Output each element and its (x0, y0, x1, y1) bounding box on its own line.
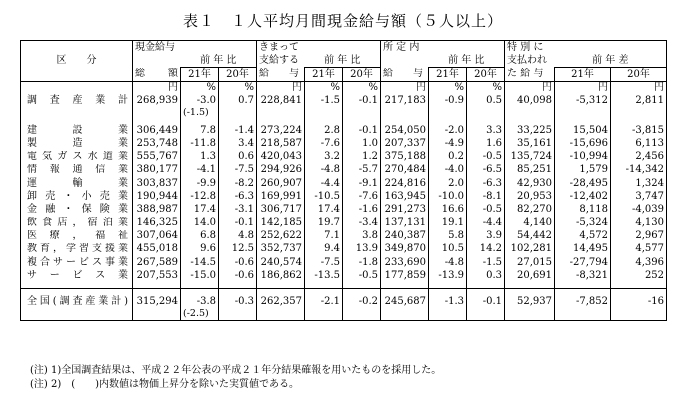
cell-value: 190,944 (136, 190, 178, 202)
cell-value: 3.9 (467, 230, 505, 243)
cell-value: 1.6 (467, 137, 505, 150)
cell-value: 2,967 (611, 230, 667, 243)
cell-value: 20,691 (505, 269, 555, 282)
cell-value: 52,937 (505, 295, 555, 308)
cell-value: 252 (611, 269, 667, 282)
cell-value: -6.5 (467, 164, 505, 177)
g3-ratio-header: 前 年 比 (429, 54, 505, 68)
cell-value: 268,939 (136, 94, 178, 106)
cell-value: -0.6 (219, 256, 257, 269)
cell-value: 267,589 (136, 256, 178, 268)
cell-value: 270,484 (381, 164, 429, 177)
cell-value: -1.5 (305, 94, 343, 107)
cell-value: -7.5 (305, 256, 343, 269)
table-row (21, 151, 667, 164)
cell-value: -3.1 (219, 203, 257, 216)
cell-value: 306,449 (136, 124, 178, 136)
cell-value: 13.9 (343, 243, 381, 256)
g1-header-total: 総 額 (133, 68, 181, 82)
row-label: 製造業 (21, 137, 133, 150)
cell-value: 260,907 (257, 177, 305, 190)
cell-value: -0.1 (219, 217, 257, 230)
g2-header-line2: 支給する (257, 54, 305, 68)
cell-value: -0.1 (343, 94, 381, 107)
g4-y21: 21年 (555, 68, 611, 82)
cell-value: 2.0 (429, 177, 467, 190)
cell-value: -3.4 (343, 217, 381, 230)
cell-value: -0.1 (343, 124, 381, 137)
cell-value: -12,402 (555, 190, 611, 203)
cell-value: 555,767 (136, 151, 178, 163)
g3-header: 所 定 内 (381, 41, 505, 55)
cell-value: 4,577 (611, 243, 667, 256)
g1-ratio-header: 前 年 比 (181, 54, 257, 68)
cell-value: 349,870 (381, 243, 429, 256)
cell-value: -9.9 (181, 177, 219, 190)
cell-value: -0.5 (467, 203, 505, 216)
row-label: 調査産業計 (21, 94, 133, 107)
cell-value: 7.8 (181, 124, 219, 137)
cell-value: 7.1 (305, 230, 343, 243)
cell-value: 303,837 (136, 177, 178, 189)
cell-value: 2,456 (611, 151, 667, 164)
cell-value: 20,953 (505, 190, 555, 203)
table-row (21, 243, 667, 256)
g4-header: 特 別 に (505, 41, 667, 55)
cell-value: 12.5 (219, 243, 257, 256)
wage-table (20, 40, 667, 321)
cell-value: 169,991 (257, 190, 305, 203)
cell-value: 254,050 (381, 124, 429, 137)
cell-value: 1.2 (343, 151, 381, 164)
cell-value: 15,504 (555, 124, 611, 137)
cell-value: 291,273 (381, 203, 429, 216)
cell-value: -5,324 (555, 217, 611, 230)
cell-value: 8,118 (555, 203, 611, 216)
row-label: 情報通信業 (21, 164, 133, 177)
cell-value: 455,018 (136, 243, 178, 255)
table-row (21, 203, 667, 216)
cell-value: -4,039 (611, 203, 667, 216)
cell-value: 6.8 (181, 230, 219, 243)
cell-value: 315,294 (136, 296, 178, 308)
row-label: 建設業 (21, 124, 133, 137)
cell-value: 3,747 (611, 190, 667, 203)
cell-value: 14.2 (467, 243, 505, 256)
cell-value: 17.4 (181, 203, 219, 216)
cell-value: 85,251 (505, 164, 555, 177)
cell-value: -0.1 (467, 295, 505, 308)
g4-header-line3: た 給 与 (505, 68, 555, 82)
real-value-row (21, 107, 667, 118)
cell-value: -4.8 (305, 164, 343, 177)
category-header: 区 分 (21, 41, 133, 82)
cell-value: 240,574 (257, 256, 305, 269)
cell-value: 0.5 (467, 94, 505, 107)
cell-value: 42,930 (505, 177, 555, 190)
cell-value: 3.2 (305, 151, 343, 164)
cell-value: 6,113 (611, 137, 667, 150)
cell-value: 252,622 (257, 230, 305, 243)
cell-value: 177,859 (381, 269, 429, 282)
note-2: (注) 2) ( )内数値は物価上昇分を除いた実質値である。 (30, 379, 300, 390)
table-row (21, 177, 667, 190)
g2-y21: 21年 (305, 68, 343, 82)
cell-value: 1.3 (181, 151, 219, 164)
cell-value: -3,815 (611, 124, 667, 137)
cell-value: 240,387 (381, 230, 429, 243)
table-row (21, 124, 667, 137)
cell-value: -27,794 (555, 256, 611, 269)
cell-value: 0.6 (219, 151, 257, 164)
cell-value: 233,690 (381, 256, 429, 269)
cell-value: -8,321 (555, 269, 611, 282)
cell-value: 262,357 (257, 295, 305, 308)
cell-value: -14,342 (611, 164, 667, 177)
g2-header-line3: 給 与 (257, 68, 305, 82)
row-label: 運輸業 (21, 177, 133, 190)
cell-value: -7.6 (343, 190, 381, 203)
notes (30, 364, 441, 392)
cell-value: -16 (611, 295, 667, 308)
table-row (21, 190, 667, 203)
cell-value: 0.3 (467, 269, 505, 282)
cell-value: 35,161 (505, 137, 555, 150)
cell-value: -10,994 (555, 151, 611, 164)
cell-value: 4,396 (611, 256, 667, 269)
cell-value: 218,587 (257, 137, 305, 150)
cell-value: -14.5 (181, 256, 219, 269)
cell-value: -4.1 (181, 164, 219, 177)
cell-value: 2,811 (611, 94, 667, 107)
cell-value: -1.6 (343, 203, 381, 216)
cell-value: -4.9 (429, 137, 467, 150)
real-value-row (21, 309, 667, 321)
cell-value: -7.5 (219, 164, 257, 177)
row-label: 電気ガス水道業 (21, 151, 133, 164)
cell-value: 253,748 (136, 137, 178, 149)
cell-value: -0.6 (219, 269, 257, 282)
header-row-1 (21, 41, 667, 55)
cell-value: -8.1 (467, 190, 505, 203)
cell-value: -3.0 (181, 94, 219, 107)
cell-value: 207,337 (381, 137, 429, 150)
table-row (21, 164, 667, 177)
cell-value: 54,442 (505, 230, 555, 243)
cell-value: 273,224 (257, 124, 305, 137)
g4-header-line2: 支払われ (505, 54, 555, 68)
cell-value: -4.8 (429, 256, 467, 269)
cell-value: 3.8 (343, 230, 381, 243)
row-label: 金融・保険業 (21, 203, 133, 216)
cell-value: -1.4 (219, 124, 257, 137)
cell-value: -12.8 (181, 190, 219, 203)
table-row (21, 295, 667, 308)
cell-value: -13.5 (305, 269, 343, 282)
g2-ratio-header: 前 年 比 (305, 54, 381, 68)
cell-value: -8.2 (219, 177, 257, 190)
cell-value: 1,324 (611, 177, 667, 190)
row-label: 飲食店，宿泊業 (21, 217, 133, 230)
cell-value: -1.8 (343, 256, 381, 269)
cell-value: -0.5 (343, 269, 381, 282)
cell-value: 375,188 (381, 151, 429, 164)
row-label: 教育，学習支援業 (21, 243, 133, 256)
cell-value: -9.1 (343, 177, 381, 190)
table-row (21, 269, 667, 282)
cell-value: -2.0 (429, 124, 467, 137)
cell-value: 224,816 (381, 177, 429, 190)
cell-value: 294,926 (257, 164, 305, 177)
cell-value: 352,737 (257, 243, 305, 256)
cell-value: 146,325 (136, 217, 178, 229)
cell-value: 207,553 (136, 269, 178, 281)
cell-value: 19.7 (305, 217, 343, 230)
cell-value: 9.4 (305, 243, 343, 256)
cell-value: 0.2 (429, 151, 467, 164)
cell-value: -10.5 (305, 190, 343, 203)
cell-value: -11.8 (181, 137, 219, 150)
cell-value: 19.1 (429, 217, 467, 230)
g3-header-line3: 給 与 (381, 68, 429, 82)
g3-y20: 20年 (467, 68, 505, 82)
data-rows (21, 94, 667, 289)
units-row: 円 % % 円 % % 円 % % 円 円 円 (21, 82, 667, 95)
cell-value: 10.5 (429, 243, 467, 256)
cell-value: 27,015 (505, 256, 555, 269)
row-label: 全国(調査産業計) (21, 295, 133, 308)
cell-value: 186,862 (257, 269, 305, 282)
g1-y20: 20年 (219, 68, 257, 82)
table-row (21, 230, 667, 243)
cell-value: 14,495 (555, 243, 611, 256)
table-row (21, 217, 667, 230)
cell-value: -6.3 (467, 177, 505, 190)
cell-value: -10.0 (429, 190, 467, 203)
row-label: 医療，福祉 (21, 230, 133, 243)
cell-value: -3.8 (181, 295, 219, 308)
cell-value: 142,185 (257, 217, 305, 230)
g4-y20: 20年 (611, 68, 667, 82)
cell-value: 1,579 (555, 164, 611, 177)
cell-value: -1.3 (429, 295, 467, 308)
cell-value: -15.0 (181, 269, 219, 282)
cell-value: -15,696 (555, 137, 611, 150)
row-label: 卸売・小売業 (21, 190, 133, 203)
note-1: (注) 1)全国調査結果は、平成２２年公表の平成２１年分結果確報を用いたものを採用した。 (30, 365, 442, 376)
cell-value: -1.5 (467, 256, 505, 269)
g2-y20: 20年 (343, 68, 381, 82)
cell-value: -6.3 (219, 190, 257, 203)
cell-value: -2.1 (305, 295, 343, 308)
cell-value: -28,495 (555, 177, 611, 190)
row-label: サービス業 (21, 269, 133, 282)
cell-value: 5.8 (429, 230, 467, 243)
cell-value: -0.9 (429, 94, 467, 107)
cell-value: -0.3 (219, 295, 257, 308)
cell-value: 245,687 (381, 295, 429, 308)
cell-value: -0.2 (343, 295, 381, 308)
cell-value: 135,724 (505, 151, 555, 164)
cell-value: 163,945 (381, 190, 429, 203)
cell-value: 14.0 (181, 217, 219, 230)
cell-value: 306,717 (257, 203, 305, 216)
table-title: 表１ １人平均月間現金給与額（５人以上） (182, 12, 503, 30)
cell-value: 0.7 (219, 94, 257, 107)
cell-value: 4,140 (505, 217, 555, 230)
cell-value: -5.7 (343, 164, 381, 177)
cell-value: 4,572 (555, 230, 611, 243)
cell-value: 380,177 (136, 164, 178, 176)
cell-value: 40,098 (505, 94, 555, 107)
row-label: 複合サービス事業 (21, 256, 133, 269)
cell-value: 228,841 (257, 94, 305, 107)
cell-value: 102,281 (505, 243, 555, 256)
cell-value: 33,225 (505, 124, 555, 137)
cell-value: 16.6 (429, 203, 467, 216)
cell-value: 82,270 (505, 203, 555, 216)
cell-value: 1.0 (343, 137, 381, 150)
table-row (21, 137, 667, 150)
cell-value: 4,130 (611, 217, 667, 230)
cell-value: 307,064 (136, 230, 178, 242)
total-rows (21, 289, 667, 320)
table-row (21, 94, 667, 107)
table-row (21, 256, 667, 269)
real-value: (-1.5) (181, 107, 219, 118)
cell-value: 388,987 (136, 203, 178, 215)
cell-value: 17.4 (305, 203, 343, 216)
cell-value: -4.4 (305, 177, 343, 190)
cell-value: -0.5 (467, 151, 505, 164)
cell-value: 3.3 (467, 124, 505, 137)
cell-value: -7.6 (305, 137, 343, 150)
g2-header: きまって (257, 41, 381, 55)
cell-value: -7,852 (555, 295, 611, 308)
cell-value: 9.6 (181, 243, 219, 256)
cell-value: 4.8 (219, 230, 257, 243)
cell-value: -4.4 (467, 217, 505, 230)
real-value: (-2.5) (181, 309, 219, 321)
g1-y21: 21年 (181, 68, 219, 82)
cell-value: -5,312 (555, 94, 611, 107)
g4-diff-header: 前 年 差 (555, 54, 667, 68)
cell-value: 2.8 (305, 124, 343, 137)
cell-value: 217,183 (381, 94, 429, 107)
cell-value: 137,131 (381, 217, 429, 230)
cell-value: -4.0 (429, 164, 467, 177)
cell-value: 420,043 (257, 151, 305, 164)
cell-value: -13.9 (429, 269, 467, 282)
cell-value: 3.4 (219, 137, 257, 150)
g3-y21: 21年 (429, 68, 467, 82)
g1-header: 現金給与 (133, 41, 257, 55)
